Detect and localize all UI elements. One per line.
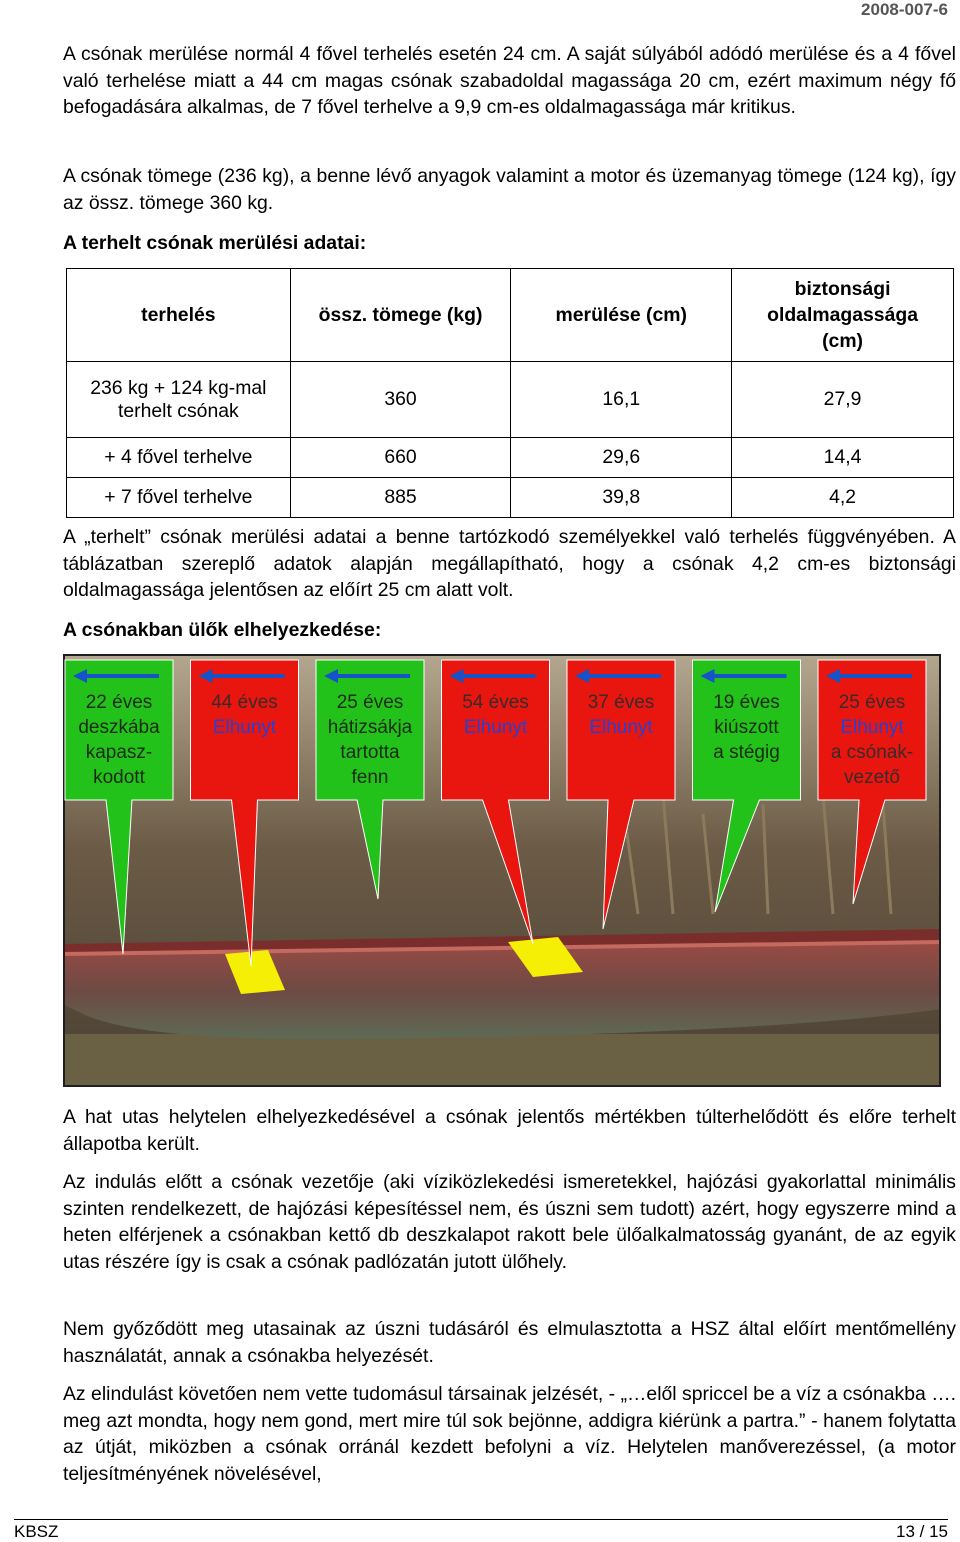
header-draft: merülése (cm) xyxy=(511,269,732,362)
table-header-row xyxy=(67,269,954,362)
label-text: Elhunyt xyxy=(463,717,528,738)
label-text: 25 éves xyxy=(336,692,404,713)
cell-mass: 885 xyxy=(290,478,511,518)
boat-seating-photo xyxy=(63,654,941,1087)
label-text: vezető xyxy=(844,767,900,788)
cell-freeboard: 27,9 xyxy=(732,362,954,438)
cell-mass: 660 xyxy=(290,438,511,478)
cell-mass: 360 xyxy=(290,362,511,438)
table-heading: A terhelt csónak merülési adatai: xyxy=(63,232,367,254)
label-text: tartotta xyxy=(340,742,400,763)
figure-heading: A csónakban ülők elhelyezkedése: xyxy=(63,619,382,641)
cell-draft: 16,1 xyxy=(511,362,732,438)
label-text: fenn xyxy=(351,767,389,788)
paragraph-draft-info: A csónak merülése normál 4 fővel terhelés esetén 24 cm. A saját súlyából adódó merülése és a 4 fővel való terhelése miatt a 44 cm magas csónak szabadoldal magassága 20 cm, ezért maximum négy fő befogadására alkalmas, de 7 fővel terhelve a 9,9 cm-es oldalmagassága már kritikus. xyxy=(63,43,956,119)
paragraph-mass-info: A csónak tömege (236 kg), a benne lévő anyagok valamint a motor és üzemanyag tömege (124 kg), így az össz. tömege 360 kg. xyxy=(63,165,956,214)
table-row xyxy=(67,478,954,518)
label-text: 54 éves xyxy=(462,692,529,713)
cell-load: 236 kg + 124 kg-mal terhelt csónak xyxy=(67,362,291,438)
label-text: Elhunyt xyxy=(589,717,653,738)
table-row xyxy=(67,362,954,438)
paragraph-life-vests: Nem győződött meg utasainak az úszni tudásáról és elmulasztotta a HSZ által előírt mentőmellény használatát, annak a csónakba helyezését. xyxy=(63,1318,956,1367)
header-total-mass: össz. tömege (kg) xyxy=(290,269,511,362)
label-text: deszkába xyxy=(78,717,160,738)
cell-freeboard: 14,4 xyxy=(732,438,954,478)
footer-org: KBSZ xyxy=(14,1522,59,1541)
footer-divider xyxy=(14,1519,948,1520)
ground xyxy=(63,1034,941,1087)
document-id: 2008-007-6 xyxy=(861,0,948,19)
label-text: hátizsákja xyxy=(327,717,413,738)
label-text: 19 éves xyxy=(713,692,780,713)
label-text: a stégig xyxy=(713,742,780,763)
label-text: a csónak- xyxy=(830,742,914,763)
cell-draft: 39,8 xyxy=(511,478,732,518)
cell-load: + 7 fővel terhelve xyxy=(67,478,291,518)
page-number: 13 / 15 xyxy=(896,1522,948,1541)
label-text: 37 éves xyxy=(587,692,655,713)
label-text: 22 éves xyxy=(85,692,153,713)
cell-load: + 4 fővel terhelve xyxy=(67,438,291,478)
table-row xyxy=(67,438,954,478)
paragraph-water-entry: Az elindulást követően nem vette tudomásul társainak jelzését, - „…elől spriccel be a víz a csónakba …. meg azt mondta, hogy nem gond, mert mire túl sok bejönne, addigra kiérünk a partra.” - hanem folytatta az útját, miközben a csónak orránál kezdett befolyni a víz. Helytelen manőverezéssel, (a motor teljesítményének növelésével, xyxy=(63,1383,956,1485)
label-text: kiúszott xyxy=(714,717,779,738)
header-load: terhelés xyxy=(67,269,291,362)
label-text: kodott xyxy=(93,767,145,788)
paragraph-departure: Az indulás előtt a csónak vezetője (aki víziközlekedési ismeretekkel, hajózási gyakorlattal minimális szinten rendelkezett, de hajózási képesítéssel nem, és úszni sem tudott) azért, hogy egyszerre mind a heten elférjenek a csónakban kettő db deszkalapot rakott bele ülőalkalmatosság gyanánt, de az egyik utas részére így is csak a csónak padlózatán jutott ülőhely. xyxy=(63,1171,956,1273)
label-text: Elhunyt xyxy=(840,717,904,738)
label-text: Elhunyt xyxy=(212,717,277,738)
paragraph-overload: A hat utas helytelen elhelyezkedésével a csónak jelentős mértékben túlterhelődött és előre terhelt állapotba került. xyxy=(63,1106,956,1155)
paragraph-table-note: A „terhelt” csónak merülési adatai a benne tartózkodó személyekkel való terhelés függvényében. A táblázatban szereplő adatok alapján megállapítható, hogy a csónak 4,2 cm-es biztonsági oldalmagassága jelentősen az előírt 25 cm alatt volt. xyxy=(63,526,956,602)
label-text: kapasz- xyxy=(85,742,153,763)
label-text: 25 éves xyxy=(838,692,906,713)
cell-draft: 29,6 xyxy=(511,438,732,478)
header-freeboard: biztonsági oldalmagassága (cm) xyxy=(732,269,954,362)
cell-freeboard: 4,2 xyxy=(732,478,954,518)
draft-data-table xyxy=(66,268,954,518)
label-text: 44 éves xyxy=(211,692,278,713)
